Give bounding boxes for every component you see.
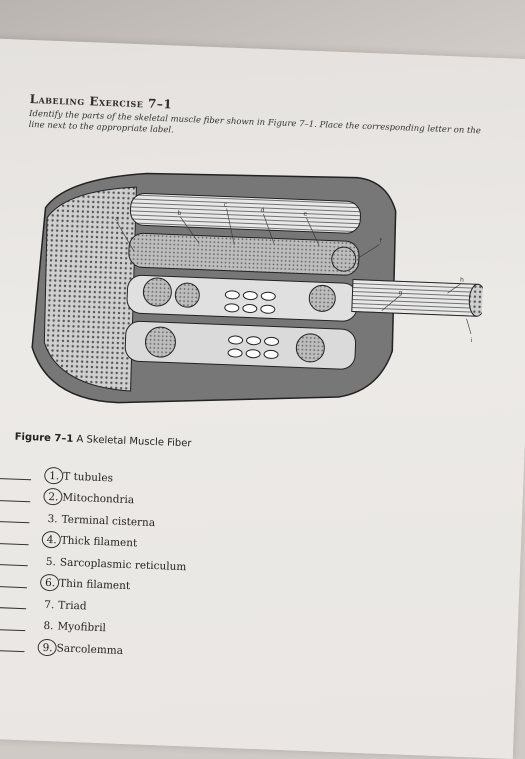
answer-blank[interactable] xyxy=(0,468,31,480)
item-number: 1. xyxy=(43,470,59,483)
item-label: Thick filament xyxy=(60,534,138,550)
cut-face xyxy=(41,184,139,391)
answer-blank[interactable] xyxy=(0,576,27,588)
item-number: 4. xyxy=(41,534,57,547)
item-label: Myofibril xyxy=(57,620,107,635)
answer-blank[interactable] xyxy=(0,597,27,609)
figure-title: A Skeletal Muscle Fiber xyxy=(76,434,192,450)
item-label: Sarcoplasmic reticulum xyxy=(59,556,187,574)
worksheet-page xyxy=(0,38,525,759)
item-number: 3. xyxy=(47,512,58,526)
label-f: f xyxy=(379,237,382,245)
figure-number: Figure 7–1 xyxy=(14,431,74,445)
item-label: Triad xyxy=(58,599,87,613)
item-number: 5. xyxy=(45,555,57,569)
item-label: Thin filament xyxy=(58,577,131,593)
exercise-instructions: Identify the parts of the skeletal muscle fiber shown in Figure 7–1. Place the corresponding letter on the line next to the appropriate label. xyxy=(28,108,482,137)
item-label: Mitochondria xyxy=(62,491,135,507)
label-g: g xyxy=(398,289,403,297)
label-a: a xyxy=(115,215,119,223)
label-e: e xyxy=(303,210,308,218)
label-i: i xyxy=(470,337,473,345)
item-number: 8. xyxy=(43,620,54,633)
answer-blank[interactable] xyxy=(0,640,25,652)
answer-blank[interactable] xyxy=(0,533,29,545)
figure-caption xyxy=(14,432,191,450)
answer-blank[interactable] xyxy=(0,490,31,502)
label-b: b xyxy=(177,209,182,217)
item-number: 2. xyxy=(42,491,58,504)
answer-blank[interactable] xyxy=(0,554,28,566)
label-d: d xyxy=(260,206,265,215)
item-label: T tubules xyxy=(63,470,114,485)
worksheet-content xyxy=(14,91,500,657)
item-number: 9. xyxy=(36,641,52,654)
item-number: 7. xyxy=(44,598,55,612)
label-list xyxy=(0,463,297,668)
exercise-title: Labeling Exercise 7–1 xyxy=(29,91,173,112)
muscle-fiber-illustration xyxy=(18,137,488,424)
item-label: Terminal cisterna xyxy=(61,513,156,529)
label-c: c xyxy=(223,201,228,209)
answer-blank[interactable] xyxy=(0,511,30,523)
muscle-fiber-figure xyxy=(18,137,488,424)
item-label: Sarcolemma xyxy=(56,642,124,657)
label-h: h xyxy=(459,276,465,284)
item-number: 6. xyxy=(39,577,55,590)
answer-blank[interactable] xyxy=(0,619,26,631)
